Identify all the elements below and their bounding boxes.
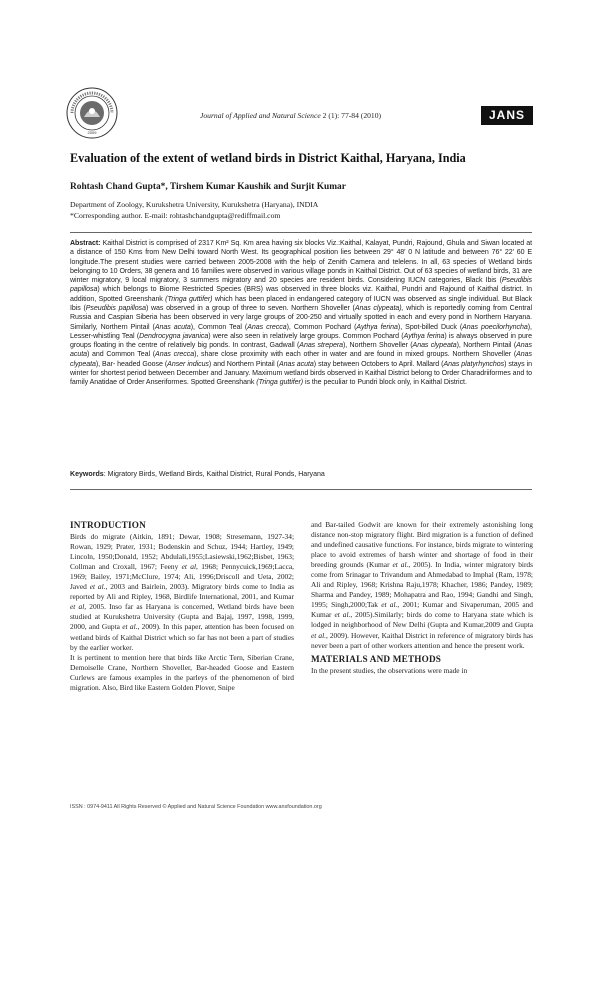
species-name: Anas clypeata (412, 342, 457, 350)
keywords-text: : Migratory Birds, Wetland Birds, Kaithal District, Rural Ponds, Haryana (103, 471, 325, 478)
right-column (311, 520, 533, 676)
affiliation: Department of Zoology, Kurukshetra University, Kurukshetra (Haryana), INDIA (70, 200, 319, 209)
intro-paragraph-1: Birds do migrate (Aitkin, 1891; Dewar, 1908; Stresemann, 1927-34; Rowan, 1929; Prater, 1931; Bodenskin and Schuz, 1944; Hartley, 1949; Lincoln, 1950;Donald, 1952; Abdulali,1955;Lasiewski,1962;Bisbet, 1963; Collman and Croxall, 1967; Feeny et al, 1968; Pennycuick,1969;Lacca, 1969; Bailey, 1971;McClure, 1974; Ali, 1996;Driscoll and Ueta, 2002; Javed et al., 2003 and Bairlein, 2003). Migratory birds come to India as reported by Ali and Ripley, 1968, Birdlife International, 2001, and Kumar et al, 2005. Inso far as Haryana is concerned, Wetland birds have been studied at Kurukshetra University (Gupta and Bajaj, 1997, 1998, 1999, 2000, and Gupta et al., 2009). In this paper, attention has been focused on wetland birds of Kaithal District which so far has not been a part of studies by the earlier worker. (70, 532, 295, 652)
species-name: Anas clypeata (70, 351, 533, 368)
abstract-text: ), Common Teal ( (190, 323, 248, 331)
species-name: (Tringa guttifer) (165, 295, 213, 303)
abstract (70, 239, 532, 388)
journal-name: Journal of Applied and Natural Science (200, 111, 321, 120)
keywords-label: Keywords (70, 471, 104, 478)
journal-volume: 2 (1): 77-84 (2010) (322, 111, 382, 120)
abstract-text: ), Northern Shoveller ( (342, 342, 413, 350)
species-name: (Tringa guttifer) (256, 379, 304, 387)
abstract-text: ) and Common Teal ( (87, 351, 156, 359)
species-name: Anas clypeata), (354, 304, 404, 312)
abstract-text: ) which belongs to Biome Restricted Species (BRS) was observed in three blocks viz. Kaithal, Pundri and Rajound of Kaithal district. In addition, Spotted Greenshank (70, 286, 532, 303)
abstract-text: ) stays in winter for shortest period between December and January. Maximum wetland birds observed in Kaithal District belong to Order Charadriiformes and to family Anatidae of Order Anseriformes. Spotted Greenshank (70, 360, 532, 387)
species-name: Anas poecilorhyncha (462, 323, 528, 331)
intro-paragraph-3: and Bar-tailed Godwit are known for their extremely astonishing long distance non-stop migratory flight. Bird migration is a function of defined and undefined causative functions. For instance, birds migrate to wintering place to avoid extremes of harsh winter and shortage of food in their breeding grounds (Kumar et al., 2005). In India, winter migratory birds come from Srinagar to Trivandum and Ahmedabad to Imphal (Ram, 1978; Ali and Ripley, 1968; Krishna Raju,1978; Khacher, 1986; Pandey, 1989; Sharma and Pandey, 1989; Mohapatra and Rao, 1994; Gandhi and Singh, 1995; Singh,2000;Tak et al., 2001; Kumar and Sivaperuman, 2005 and Kumar et al., 2005).Similarly; birds do come to Haryana state which is lodged in neighborhood of New Delhi (Gupta and Kumar,2009 and Gupta et al., 2009). However, Kaithal District in reference of migratory birds has never been a part of other workers attention and hence the present work. (311, 520, 534, 650)
abstract-text: ) were also seen in relatively large groups. Common Pochard ( (208, 332, 404, 340)
species-name: Pseudibis papillosa (70, 277, 532, 294)
abstract-text: which has been placed in endangered category of IUCN was observed as single individual. But Black Ibis ( (70, 295, 533, 312)
species-name: Dendrocygna javanica (139, 332, 209, 340)
journal-badge: JANS (481, 106, 533, 125)
species-name: Aythya ferina (403, 332, 445, 340)
species-name: Anas platyrhynchos (443, 360, 505, 368)
species-name: Anas crecca (247, 323, 287, 331)
methods-paragraph-1: In the present studies, the observations were made in (311, 665, 468, 675)
top-rule (70, 232, 532, 233)
abstract-text: ), Common Pochard ( (286, 323, 357, 331)
foundation-logo (66, 87, 118, 139)
species-name: Anas crecca (155, 351, 195, 359)
author-list: Rohtash Chand Gupta*, Tirshem Kumar Kaushik and Surjit Kumar (70, 182, 346, 192)
species-name: Anser indicus (167, 360, 209, 368)
abstract-text: which is reportedly coming from Central Russia and Caspian Siberia has been observed in very large groups of 200-250 and virtually spotted in each and every pond in Northern Haryana. Similarly, Northern Pintail ( (70, 304, 532, 331)
paper-title: Evaluation of the extent of wetland birds in District Kaithal, Haryana, India (70, 151, 466, 165)
introduction-heading: INTRODUCTION (70, 520, 146, 530)
species-name: Anas acuta (154, 323, 191, 331)
abstract-text: Kaithal District is comprised of 2317 Km² Sq. Km area having six blocks Viz.:Kaithal, Kalayat, Pundri, Rajound, Ghula and Siwan located at a distance of 150 Kms from New Delhi toward North West. Its geographical position lies between 29° 48′ 0 N latitude and between 76° 22′ 60 E longitude.The present studies were carried between 2005-2008 with the help of Zenith Camera and telelens. In all, 63 species of Wetland birds belonging to 10 Orders, 38 genera and 16 families were observed in various village ponds in Kaithal District. Out of 63 species of wetland birds, 31 are winter migratory, 9 local migratory, 3 summers migratory and 20 species are resident birds. Considering IUCN categories, Black Ibis ( (70, 240, 532, 285)
species-name: Anas strepera (299, 342, 343, 350)
abstract-text: ) and Northern Pintail ( (208, 360, 279, 368)
left-column (70, 520, 294, 693)
intro-paragraph-2: It is pertinent to mention here that birds like Arctic Tern, Siberian Crane, Demoiselle Crane, Northern Shoveller, Bar-headed Goose and Eastern Curlews are famous examples in the parleys of the phenomenon of bird migration. Also, Bird like Eastern Golden Plover, Snipe (70, 652, 294, 692)
abstract-text: ), Spot-billed Duck ( (397, 323, 463, 331)
footer: ISSN : 0974-9411 All Rights Reserved © Applied and Natural Science Foundation www.ansfoundation.org (70, 804, 322, 810)
species-name: Aythya ferina (356, 323, 398, 331)
affiliation-block (70, 200, 540, 221)
abstract-text: ), Northern Pintail ( (456, 342, 517, 350)
bottom-rule (70, 489, 532, 490)
svg-text:2009: 2009 (87, 130, 97, 135)
abstract-text: ) is always observed in pure groups floating in the centre of relatively big ponds. In contrast, Gadwall ( (70, 332, 533, 350)
abstract-text: is the peculiar to Pundri block only, in Kaithal District. (303, 379, 467, 387)
abstract-text: ), Bar- headed Goose ( (95, 360, 168, 368)
keywords (70, 471, 532, 478)
abstract-text: ) was observed in a group of three to seven. Northern Shoveller ( (145, 304, 355, 312)
species-name: Pseudibis papillosa (85, 304, 146, 312)
species-name: Anas acuta (278, 360, 314, 368)
species-name: Anas acuta (70, 342, 532, 359)
abstract-text: ) stay between Octobers to April. Mallard ( (313, 360, 444, 368)
corresponding-author: *Corresponding author. E-mail: rohtashchandgupta@rediffmail.com (70, 210, 281, 220)
abstract-text: ), Lesser-whistling Teal ( (70, 323, 532, 340)
journal-citation (200, 111, 440, 120)
abstract-label: Abstract: (70, 240, 101, 247)
methods-heading: MATERIALS AND METHODS (311, 653, 442, 664)
abstract-text: ), share close proximity with each other in water and are found in mixed groups. Northern Shoveller ( (194, 351, 517, 359)
